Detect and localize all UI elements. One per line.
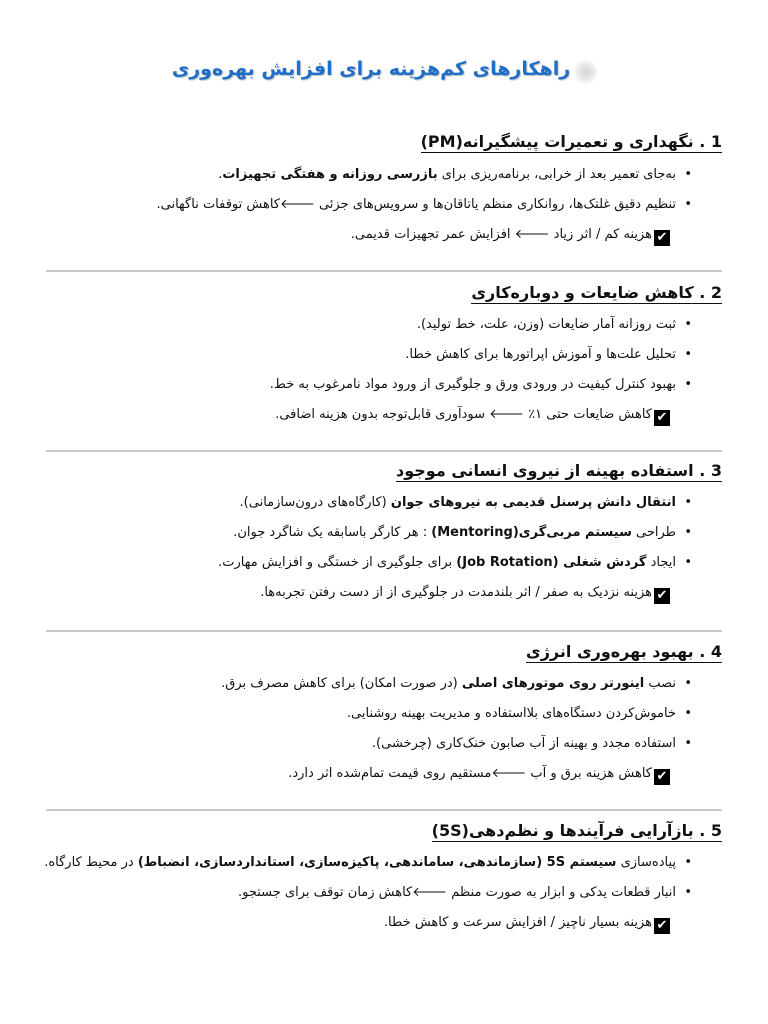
bullet-icon: • (684, 525, 692, 540)
bullet-icon: • (684, 885, 692, 900)
bullet-icon: • (684, 347, 692, 362)
section-list (46, 669, 722, 759)
bullet-icon: • (684, 676, 692, 691)
section-3 (46, 461, 722, 608)
section-list (46, 160, 722, 220)
section-heading: 5 . بازآرایی فرآیندها و نظم‌دهی(5S) (431, 821, 722, 840)
document-title (172, 58, 596, 80)
section-heading: 3 . استفاده بهینه از نیروی انسانی موجود (396, 461, 722, 480)
section-5 (46, 821, 722, 938)
section-1 (46, 132, 722, 250)
bullet-icon: • (684, 167, 692, 182)
list-item: • بهبود کنترل کیفیت در ورودی ورق و جلوگیری از ورود مواد نامرغوب به خط. (46, 370, 722, 400)
result-line: ✔کاهش ضایعات حتی ۱٪ 🡐 سودآوری قابل‌توجه بدون هزینه اضافی. (46, 400, 722, 430)
result-line: ✔هزینه کم / اثر زیاد 🡐 افزایش عمر تجهیزات قدیمی. (46, 220, 722, 250)
decorative-bullet-icon (574, 60, 598, 84)
list-item: • انتقال دانش پرسنل قدیمی به نیروهای جوان (کارگاه‌های درون‌سازمانی). (46, 488, 722, 518)
document-title-text: راهکارهای کم‌هزینه برای افزایش بهره‌وری (171, 58, 571, 80)
section-list (46, 488, 722, 578)
list-item: • طراحی سیستم مربی‌گری(Mentoring) : هر کارگر باسابقه یک شاگرد جوان. (46, 518, 722, 548)
result-line: ✔هزینه نزدیک به صفر / اثر بلندمدت در جلوگیری از از دست رفتن تجربه‌ها. (46, 578, 722, 608)
section-heading: 4 . بهبود بهره‌وری انرژی (526, 642, 722, 661)
check-icon: ✔ (654, 230, 670, 246)
bullet-icon: • (684, 736, 692, 751)
section-heading: 1 . نگهداری و تعمیرات پیشگیرانه(PM) (420, 132, 722, 151)
bullet-icon: • (684, 197, 692, 212)
list-item: • پیاده‌سازی سیستم 5S (سازماندهی، ساماندهی، پاکیزه‌سازی، استانداردسازی، انضباط) در محیط کارگاه. (46, 848, 722, 878)
list-item: • خاموش‌کردن دستگاه‌های بلااستفاده و مدیریت بهینه روشنایی. (46, 699, 722, 729)
result-line: ✔کاهش هزینه برق و آب 🡐مستقیم روی قیمت تمام‌شده اثر دارد. (46, 759, 722, 789)
check-icon: ✔ (654, 918, 670, 934)
list-item: • به‌جای تعمیر بعد از خرابی، برنامه‌ریزی برای بازرسی روزانه و هفتگی تجهیزات. (46, 160, 722, 190)
title-container (0, 58, 768, 80)
bullet-icon: • (684, 555, 692, 570)
list-item: • انبار قطعات یدکی و ابزار به صورت منظم 🡐کاهش زمان توقف برای جستجو. (46, 878, 722, 908)
section-heading: 2 . کاهش ضایعات و دوباره‌کاری (471, 283, 722, 302)
list-item: • تنظیم دقیق غلتک‌ها، روانکاری منظم یاتاقان‌ها و سرویس‌های جزئی 🡐کاهش توقفات ناگهانی. (46, 190, 722, 220)
section-divider (46, 270, 722, 272)
section-divider (46, 809, 722, 811)
check-icon: ✔ (654, 769, 670, 785)
section-2 (46, 283, 722, 430)
list-item: • تحلیل علت‌ها و آموزش اپراتورها برای کاهش خطا. (46, 340, 722, 370)
check-icon: ✔ (654, 410, 670, 426)
check-icon: ✔ (654, 588, 670, 604)
section-list (46, 310, 722, 400)
list-item: • استفاده مجدد و بهینه از آب صابون خنک‌کاری (چرخشی). (46, 729, 722, 759)
list-item: • ثبت روزانه آمار ضایعات (وزن، علت، خط تولید). (46, 310, 722, 340)
section-divider (46, 450, 722, 452)
bullet-icon: • (684, 377, 692, 392)
result-line: ✔هزینه بسیار ناچیز / افزایش سرعت و کاهش خطا. (46, 908, 722, 938)
list-item: • نصب اینورتر روی موتورهای اصلی (در صورت امکان) برای کاهش مصرف برق. (46, 669, 722, 699)
section-list (46, 848, 722, 908)
list-item: • ایجاد گردش شغلی (Job Rotation) برای جلوگیری از خستگی و افزایش مهارت. (46, 548, 722, 578)
bullet-icon: • (684, 706, 692, 721)
section-divider (46, 630, 722, 632)
bullet-icon: • (684, 317, 692, 332)
section-4 (46, 642, 722, 789)
bullet-icon: • (684, 495, 692, 510)
bullet-icon: • (684, 855, 692, 870)
